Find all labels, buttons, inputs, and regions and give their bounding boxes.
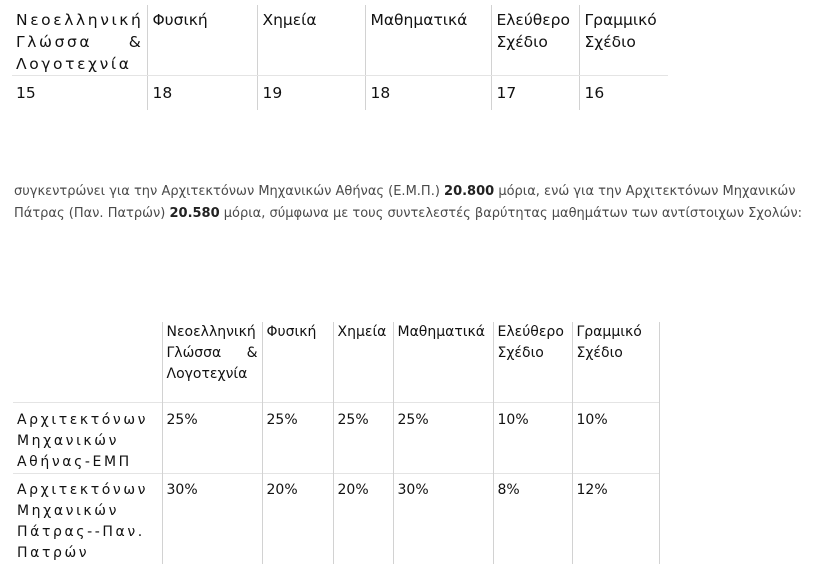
table-row bbox=[13, 473, 659, 564]
weight-cell: 25% bbox=[393, 402, 493, 473]
weight-cell: 25% bbox=[162, 402, 262, 473]
weight-header-freehand: Ελεύθερο Σχέδιο bbox=[493, 322, 572, 402]
grade-greek: 15 bbox=[16, 84, 36, 102]
weight-cell: 8% bbox=[493, 473, 572, 564]
weight-cell: 25% bbox=[262, 402, 333, 473]
weight-header-math: Μαθηματικά bbox=[393, 322, 493, 402]
school-name-athens: Αρχιτεκτόνων Μηχανικών Αθήνας-ΕΜΠ bbox=[13, 402, 162, 473]
patras-points: 20.580 bbox=[169, 206, 220, 221]
weight-cell: 30% bbox=[162, 473, 262, 564]
subject-header-freehand: Ελεύθερο Σχέδιο bbox=[492, 5, 580, 76]
subject-header-math: Μαθηματικά bbox=[366, 5, 492, 76]
weight-cell: 10% bbox=[493, 402, 572, 473]
weight-header-linear: Γραμμικό Σχέδιο bbox=[572, 322, 659, 402]
weights-table bbox=[13, 322, 660, 564]
weight-cell: 25% bbox=[333, 402, 393, 473]
table-row bbox=[13, 402, 659, 473]
grades-value-row bbox=[12, 76, 668, 110]
weights-header-row bbox=[13, 322, 659, 402]
weight-header-physics: Φυσική bbox=[262, 322, 333, 402]
weight-header-chemistry: Χημεία bbox=[333, 322, 393, 402]
subject-header-physics: Φυσική bbox=[148, 5, 258, 76]
subject-header-linear: Γραμμικό Σχέδιο bbox=[580, 5, 668, 76]
grade-linear: 16 bbox=[580, 76, 668, 110]
grade-chemistry: 19 bbox=[258, 76, 366, 110]
paragraph-text-3: μόρια, σύμφωνα με τους συντελεστές βαρύτητας μαθημάτων των αντίστοιχων Σχολών: bbox=[219, 206, 803, 221]
weight-cell: 30% bbox=[393, 473, 493, 564]
weight-cell: 12% bbox=[572, 473, 659, 564]
paragraph-text-2: μόρια, ενώ για την Αρχιτεκτόνων Μηχανικών Πάτρας (Παν. Πατρών) bbox=[14, 184, 796, 221]
grade-freehand: 17 bbox=[492, 76, 580, 110]
weight-cell: 10% bbox=[572, 402, 659, 473]
weight-header-greek: Νεοελληνική Γλώσσα & Λογοτεχνία bbox=[162, 322, 262, 402]
subject-header-greek: Νεοελληνική Γλώσσα & Λογοτεχνία bbox=[12, 5, 148, 76]
athens-points: 20.800 bbox=[444, 184, 495, 199]
grade-physics: 18 bbox=[148, 76, 258, 110]
paragraph-text-1: συγκεντρώνει για την Αρχιτεκτόνων Μηχανικών Αθήνας (Ε.Μ.Π.) bbox=[14, 184, 445, 199]
weights-corner-cell bbox=[13, 322, 162, 402]
weight-cell: 20% bbox=[333, 473, 393, 564]
subject-header-chemistry: Χημεία bbox=[258, 5, 366, 76]
weight-cell: 20% bbox=[262, 473, 333, 564]
grades-header-row bbox=[12, 5, 668, 76]
grade-math: 18 bbox=[366, 76, 492, 110]
grades-table bbox=[12, 5, 668, 110]
school-name-patras: Αρχιτεκτόνων Μηχανικών Πάτρας--Παν. Πατρών bbox=[13, 473, 162, 564]
points-paragraph bbox=[14, 181, 824, 225]
